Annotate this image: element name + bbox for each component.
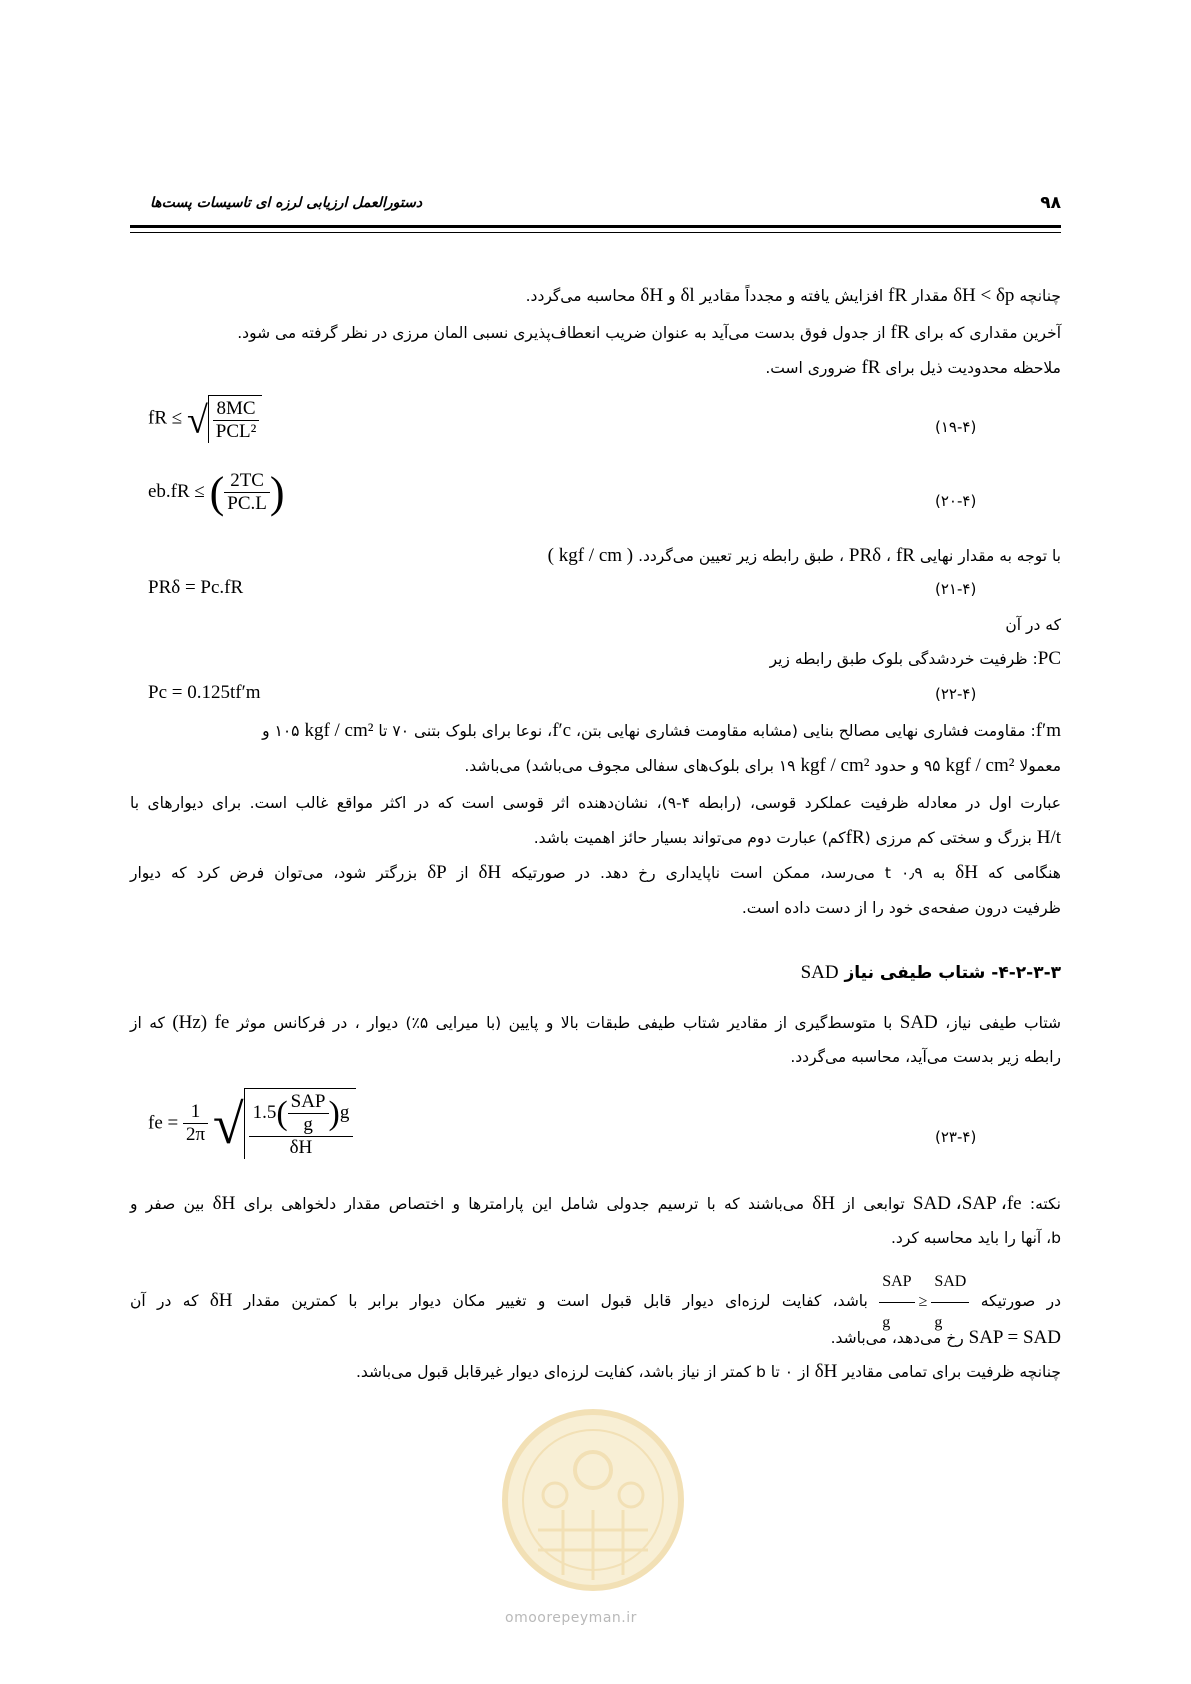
math-inline: kgf / cm² <box>800 755 870 776</box>
text: باشد، کفایت لرزه‌ای دیوار قابل قبول است و تغییر مکان دیوار برابر با کمترین مقدار <box>243 1292 868 1311</box>
text: از <box>456 864 469 882</box>
text: ضروری است. <box>765 359 857 377</box>
eq-denominator: δH <box>289 1137 313 1158</box>
eq-numerator: 2TC <box>224 470 270 493</box>
paragraph-3 <box>130 357 1061 379</box>
page-number: ۹۸ <box>1040 193 1061 213</box>
text: می‌باشند که با ترسیم جدولی شامل این پارامترها و اختصاص مقدار دلخواهی برای <box>243 1195 805 1213</box>
text: ، طبق رابطه زیر تعیین می‌گردد. <box>638 547 844 565</box>
section-number: ۴-۲-۳-۳- <box>991 963 1061 983</box>
paragraph-11 <box>130 862 1061 884</box>
eq-denominator: g <box>934 1314 943 1331</box>
text: رخ می‌دهد، می‌باشد. <box>830 1329 964 1347</box>
paragraph-13 <box>130 1012 1061 1034</box>
section-heading <box>801 962 1061 984</box>
equation-21-label: (۲۱-۴) <box>935 580 977 598</box>
text: از جدول فوق بدست می‌آید به عنوان ضریب انعطاف‌پذیری نسبی المان مرزی در نظر گرفته می شود. <box>237 324 886 342</box>
section-title: شتاب طیفی نیاز <box>844 963 986 983</box>
math-inline: δH <box>478 862 502 883</box>
paragraph-16: b، آنها را باید محاسبه کرد. <box>890 1229 1061 1247</box>
text: چنانچه ظرفیت برای تمامی مقادیر <box>842 1363 1061 1381</box>
text: به ۰٫۹ t می‌رسد، ممکن است ناپایداری رخ دهد. در صورتیکه <box>511 864 946 882</box>
text: معمولا <box>1019 757 1061 775</box>
eq-coefficient: 1.5 <box>252 1101 277 1123</box>
text: ، نوعا برای بلوک بتنی ۷۰ تا <box>378 722 553 740</box>
equation-23-label: (۲۳-۴) <box>935 1128 977 1146</box>
math-inline: δP <box>427 862 447 883</box>
eq-denominator: PC.L <box>227 493 267 514</box>
text: مقدار <box>912 287 949 305</box>
text: بزرگ و سختی کم مرزی ( <box>864 829 1032 847</box>
math-inline: δH < δp <box>953 285 1015 306</box>
math-inline: δl <box>680 285 695 306</box>
eq-lhs: eb.fR ≤ <box>148 480 205 502</box>
eq-numerator: 8MC <box>213 398 260 421</box>
paragraph-10 <box>130 827 1061 849</box>
text: : ظرفیت خردشدگی بلوک طبق رابطه زیر <box>769 650 1038 668</box>
math-inline: SAP = SAD <box>968 1327 1061 1348</box>
text: ۱۰۵ و <box>262 722 300 740</box>
math-inline: fR <box>895 545 915 566</box>
math-inline: δH <box>955 862 978 883</box>
math-inline: kgf / cm² <box>304 720 374 741</box>
paragraph-12: ظرفیت درون صفحه‌ی خود را از دست داده است. <box>741 899 1061 917</box>
math-inline: fe <box>214 1012 230 1033</box>
text: ملاحظه محدودیت ذیل برای <box>885 359 1061 377</box>
equation-19-label: (۱۹-۴) <box>935 418 977 436</box>
math-inline: PRδ <box>848 545 882 566</box>
paragraph-2 <box>130 322 1061 344</box>
paragraph-7 <box>130 720 1061 742</box>
text: افزایش یافته و مجدداً مقادیر <box>699 287 884 305</box>
math-inline: fR <box>861 357 881 378</box>
math-inline: (Hz) <box>172 1012 208 1033</box>
math-inline: δH <box>812 1193 835 1214</box>
equation-22-label: (۲۲-۴) <box>935 685 977 703</box>
math-inline: δH <box>209 1290 233 1312</box>
paragraph-6 <box>130 648 1061 670</box>
math-inline: δH <box>212 1193 236 1214</box>
eq-denominator: g <box>882 1314 891 1331</box>
text: چنانچه <box>1019 287 1061 305</box>
section-symbol: SAD <box>800 962 839 983</box>
eq-denominator: 2π <box>185 1124 206 1145</box>
paragraph-5: که در آن <box>1005 616 1061 634</box>
text: : مقاومت فشاری نهایی مصالح بنایی (مشابه مقاومت فشاری نهایی بتن، <box>576 722 1036 740</box>
eq-numerator: SAP <box>288 1091 329 1114</box>
text: با توجه به مقدار نهایی <box>919 547 1061 565</box>
text: شتاب طیفی نیاز، <box>945 1014 1061 1032</box>
paragraph-18 <box>130 1327 1061 1349</box>
math-inline: fR <box>888 285 908 306</box>
text: نکته: <box>1029 1195 1061 1213</box>
eq-operator: ≥ <box>918 1293 928 1311</box>
eq-numerator: 1 <box>183 1101 208 1124</box>
text: محاسبه می‌گردد. <box>525 287 636 305</box>
math-inline: SAD ،SAP ،fe <box>912 1193 1022 1214</box>
text: که از <box>130 1014 165 1032</box>
text: ۹۵ و حدود <box>874 757 941 775</box>
equation-23 <box>148 1088 356 1159</box>
math-inline: f′m <box>1035 720 1061 741</box>
math-inline: δH <box>814 1361 838 1382</box>
equation-20-label: (۲۰-۴) <box>935 492 977 510</box>
text: از ۰ تا b کمتر از نیاز باشد، کفایت لرزه‌ای دیوار غیرقابل قبول می‌باشد. <box>355 1363 810 1381</box>
text: کم) عبارت دوم می‌تواند بسیار حائز اهمیت باشد. <box>533 829 846 847</box>
watermark-logo <box>493 1390 693 1600</box>
eq-denominator: g <box>303 1114 313 1135</box>
paragraph-19 <box>130 1361 1061 1383</box>
paragraph-8 <box>130 755 1061 777</box>
math-inline: ( kgf / cm ) <box>547 545 634 566</box>
math-inline: f′c <box>552 720 572 741</box>
text: و <box>668 287 676 305</box>
math-inline: fR <box>890 322 910 343</box>
text: بزرگتر شود، می‌توان فرض کرد که دیوار <box>130 864 418 882</box>
header-title: دستورالعمل ارزیابی لرزه ای تاسیسات پست‌ها <box>150 195 423 211</box>
eq-lhs: fR ≤ <box>148 407 183 429</box>
math-inline: δH <box>640 285 664 306</box>
math-inline: H/t <box>1036 827 1061 848</box>
header-rule-thin <box>130 232 1061 233</box>
sqrt: √ $\frac{8MC}{\text{PCL²}}$ <box>187 395 262 443</box>
watermark-url: omoorepeyman.ir <box>505 1610 637 1626</box>
eq-denominator: PCL² <box>215 421 257 442</box>
eq-numerator: SAD <box>931 1262 969 1303</box>
paragraph-1 <box>130 285 1061 307</box>
text: بین صفر و <box>130 1195 205 1213</box>
equation-21: PRδ = Pc.fR <box>148 577 244 598</box>
text: هنگامی که <box>987 864 1061 882</box>
text: در صورتیکه <box>980 1292 1061 1311</box>
equation-20: eb.fR ≤ ( $\frac{2TC}{PC.L}$ ) <box>148 467 285 517</box>
page-header <box>130 193 1061 223</box>
header-rule-thick <box>130 225 1061 228</box>
paragraph-14: رابطه زیر بدست می‌آید، محاسبه می‌گردد. <box>790 1048 1061 1066</box>
paragraph-9: عبارت اول در معادله ظرفیت عملکرد قوسی، (رابطه ۴-۹)، نشان‌دهنده اثر قوسی است که در اکثر مواقع غالب است. برای دیوارهای با <box>130 794 1062 812</box>
text: آخرین مقداری که برای <box>914 324 1061 342</box>
text: ، <box>886 547 892 565</box>
math-inline: PC <box>1037 648 1061 669</box>
eq-g: g <box>339 1101 350 1123</box>
text: با متوسط‌گیری از مقادیر شتاب طیفی طبقات بالا و پایین (با میرایی ۵٪) دیوار ، در فرکانس موثر <box>236 1014 893 1032</box>
paragraph-15 <box>130 1193 1061 1215</box>
eq-lhs: fe = <box>148 1112 179 1134</box>
equation-19 <box>148 395 262 443</box>
text: ۱۹ برای بلوک‌های سفالی مجوف می‌باشد) می‌باشد. <box>464 757 796 775</box>
sqrt: √ 1.5( $\frac{\text{SAP}}{g}$ )g δH <box>213 1088 357 1159</box>
math-inline: fR <box>845 827 865 848</box>
math-inline: SAD <box>899 1012 938 1033</box>
paragraph-4 <box>130 545 1061 567</box>
equation-22: Pc = 0.125tf′m <box>148 682 261 703</box>
text: که در آن <box>130 1292 199 1311</box>
eq-numerator: SAP <box>879 1262 914 1303</box>
math-inline: kgf / cm² <box>945 755 1015 776</box>
text: توابعی از <box>843 1195 905 1213</box>
